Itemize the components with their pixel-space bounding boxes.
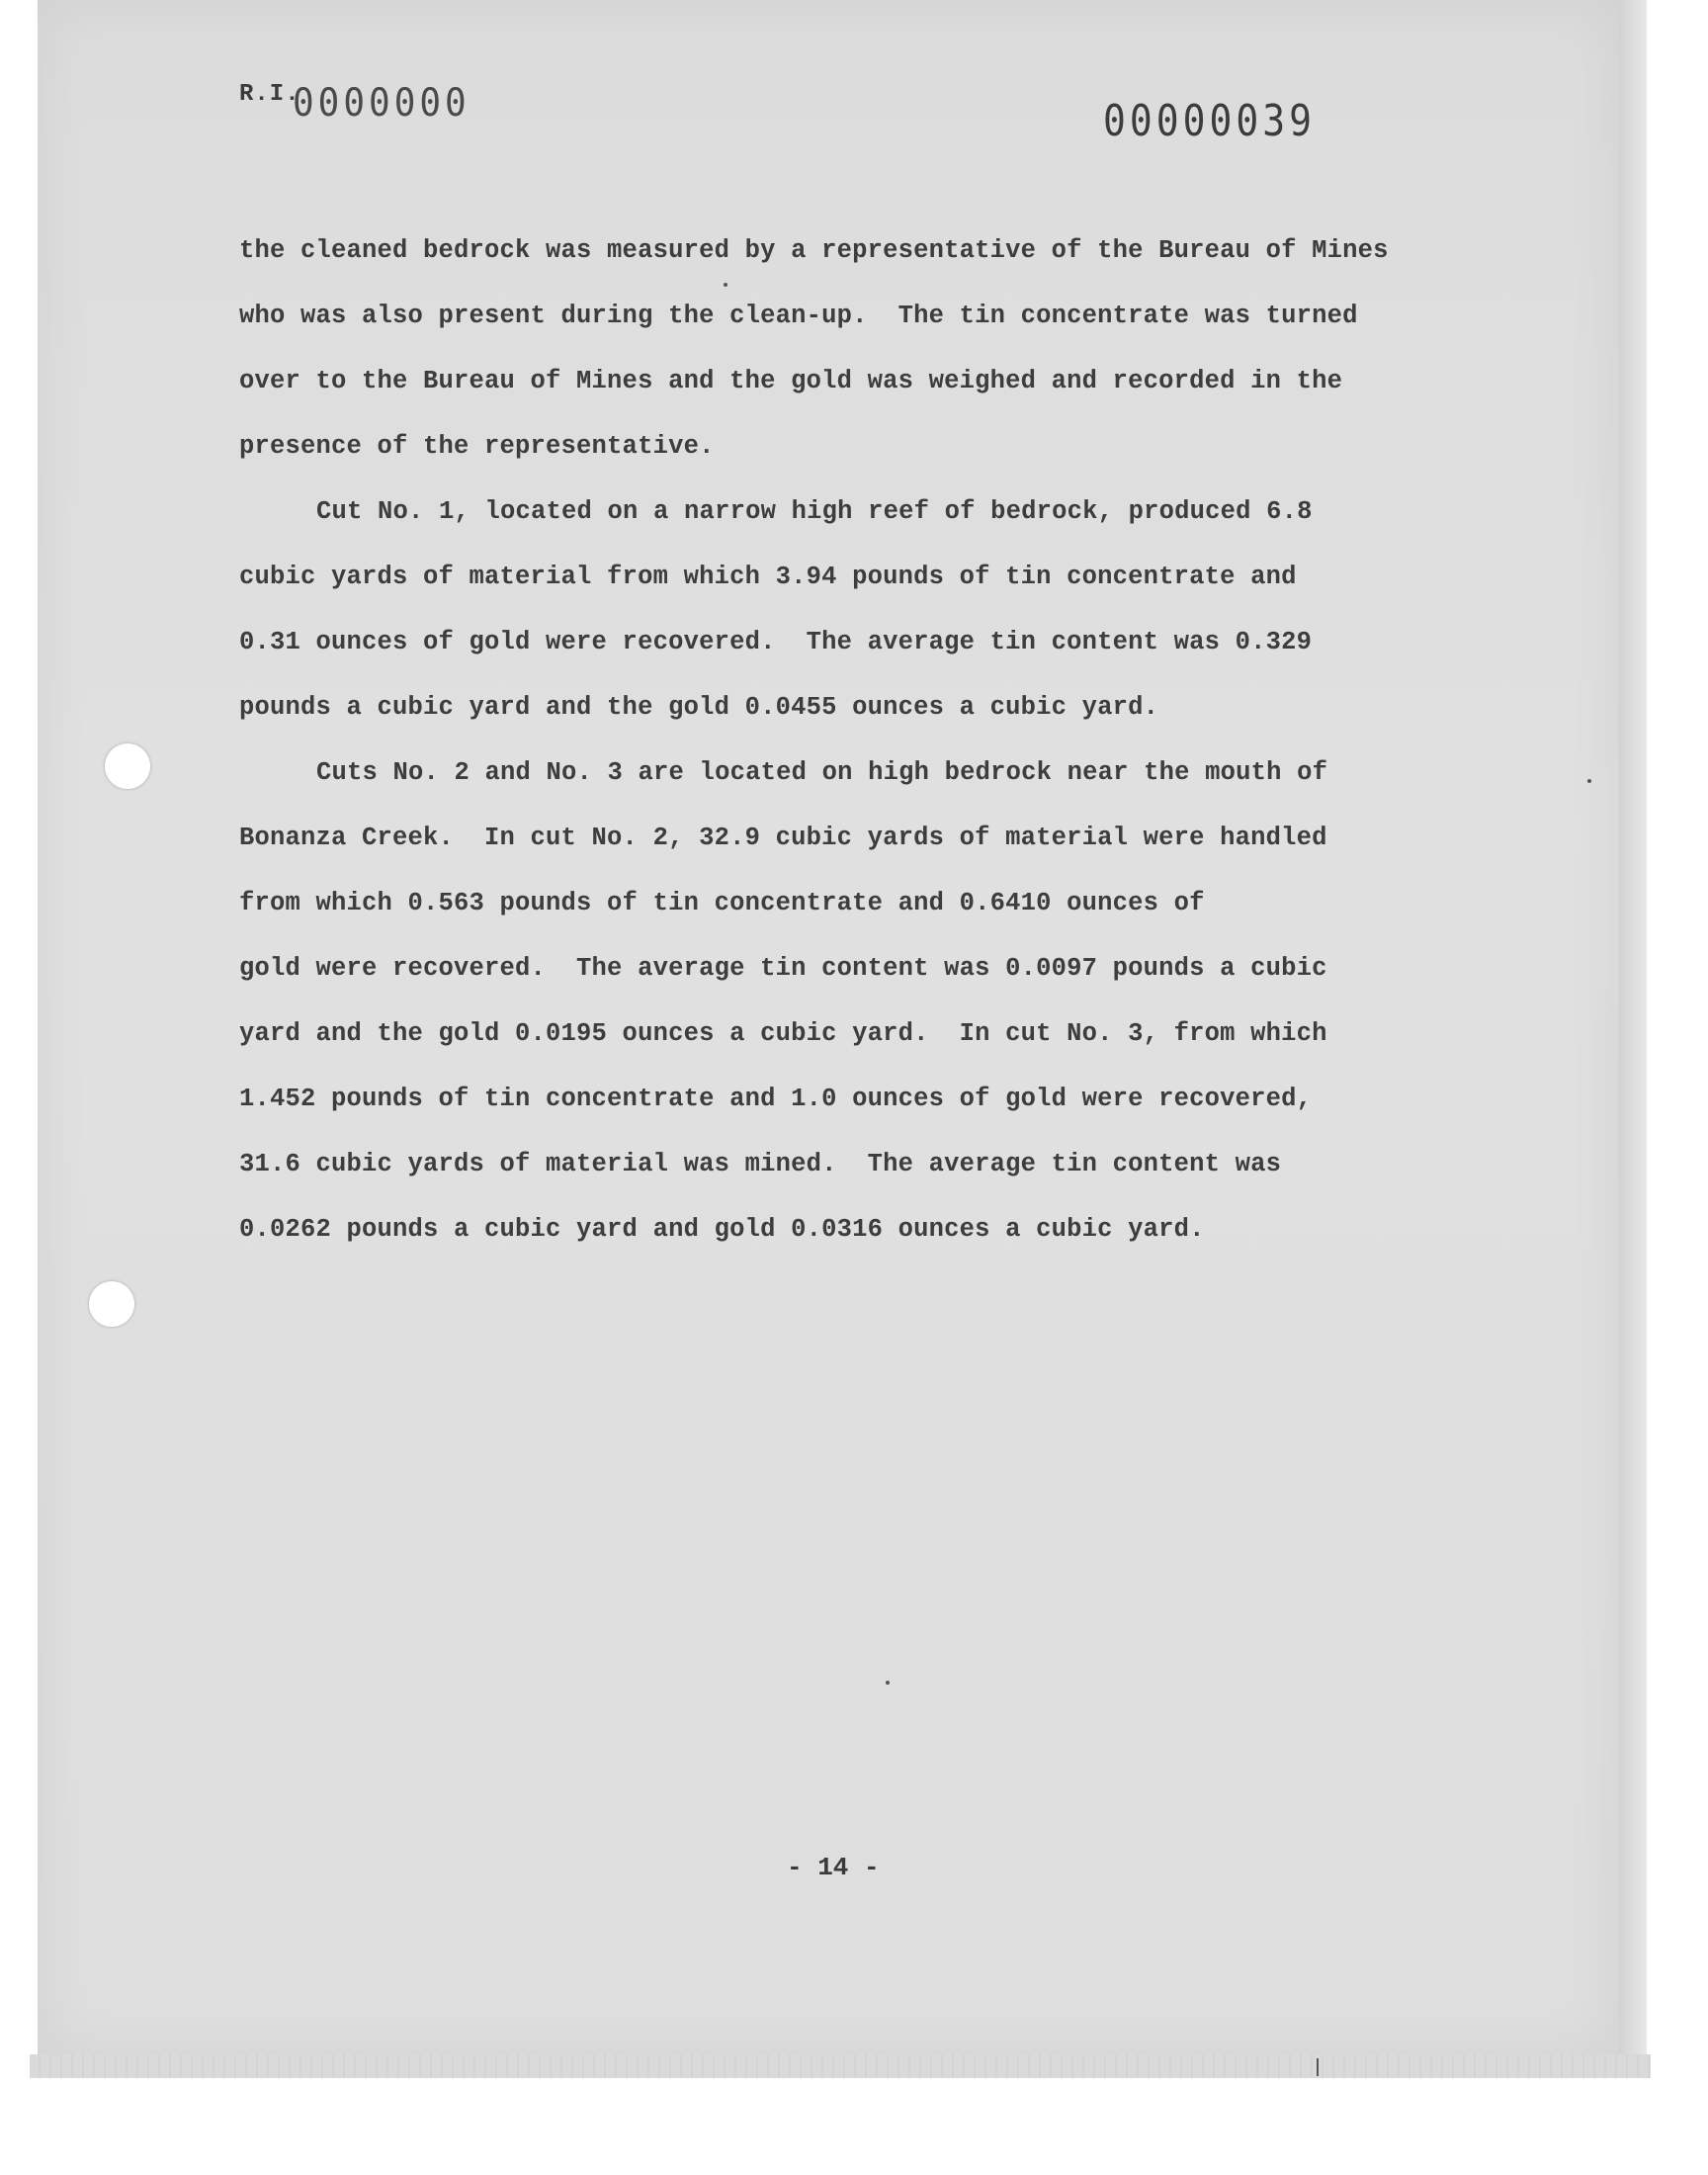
document-page-stamp: 00000039 bbox=[1103, 95, 1317, 146]
text-line: the cleaned bedrock was measured by a representative of the Bureau of Mines bbox=[239, 236, 1389, 265]
report-label: R.I. bbox=[239, 81, 300, 108]
binder-hole-lower bbox=[89, 1281, 134, 1327]
report-body bbox=[239, 235, 1485, 1279]
text-line: 1.452 pounds of tin concentrate and 1.0 ounces of gold were recovered, bbox=[239, 1085, 1313, 1113]
text-line: Bonanza Creek. In cut No. 2, 32.9 cubic yards of material were handled bbox=[239, 824, 1327, 852]
text-line: presence of the representative. bbox=[239, 432, 715, 461]
text-line: pounds a cubic yard and the gold 0.0455 ounces a cubic yard. bbox=[239, 693, 1159, 722]
text-line: 0.31 ounces of gold were recovered. The average tin content was 0.329 bbox=[239, 628, 1313, 656]
text-line: Cuts No. 2 and No. 3 are located on high bedrock near the mouth of bbox=[316, 758, 1328, 787]
scan-speck bbox=[1587, 779, 1591, 783]
text-line: yard and the gold 0.0195 ounces a cubic yard. In cut No. 3, from which bbox=[239, 1019, 1327, 1048]
text-line: who was also present during the clean-up. The tin concentrate was turned bbox=[239, 302, 1358, 330]
scanner-mark bbox=[1317, 2058, 1319, 2076]
scan-speck bbox=[724, 283, 727, 287]
paragraph-1 bbox=[239, 235, 1485, 496]
text-line: from which 0.563 pounds of tin concentrate and 0.6410 ounces of bbox=[239, 889, 1205, 917]
report-number-stamp: 0000000 bbox=[293, 80, 470, 127]
text-line: over to the Bureau of Mines and the gold was weighed and recorded in the bbox=[239, 367, 1343, 395]
text-line: Cut No. 1, located on a narrow high reef of bedrock, produced 6.8 bbox=[316, 497, 1313, 526]
page-number: - 14 - bbox=[787, 1853, 880, 1882]
binder-hole-upper bbox=[105, 743, 150, 789]
paragraph-3 bbox=[239, 757, 1485, 1279]
text-line: cubic yards of material from which 3.94 pounds of tin concentrate and bbox=[239, 563, 1297, 591]
scanner-bottom-band bbox=[30, 2054, 1651, 2078]
scan-speck bbox=[886, 1681, 890, 1685]
text-line: gold were recovered. The average tin content was 0.0097 pounds a cubic bbox=[239, 954, 1327, 983]
text-line: 0.0262 pounds a cubic yard and gold 0.0316 ounces a cubic yard. bbox=[239, 1215, 1205, 1244]
paragraph-2 bbox=[239, 496, 1485, 757]
page-edge-shadow bbox=[1619, 0, 1647, 2076]
text-line: 31.6 cubic yards of material was mined. The average tin content was bbox=[239, 1150, 1282, 1178]
